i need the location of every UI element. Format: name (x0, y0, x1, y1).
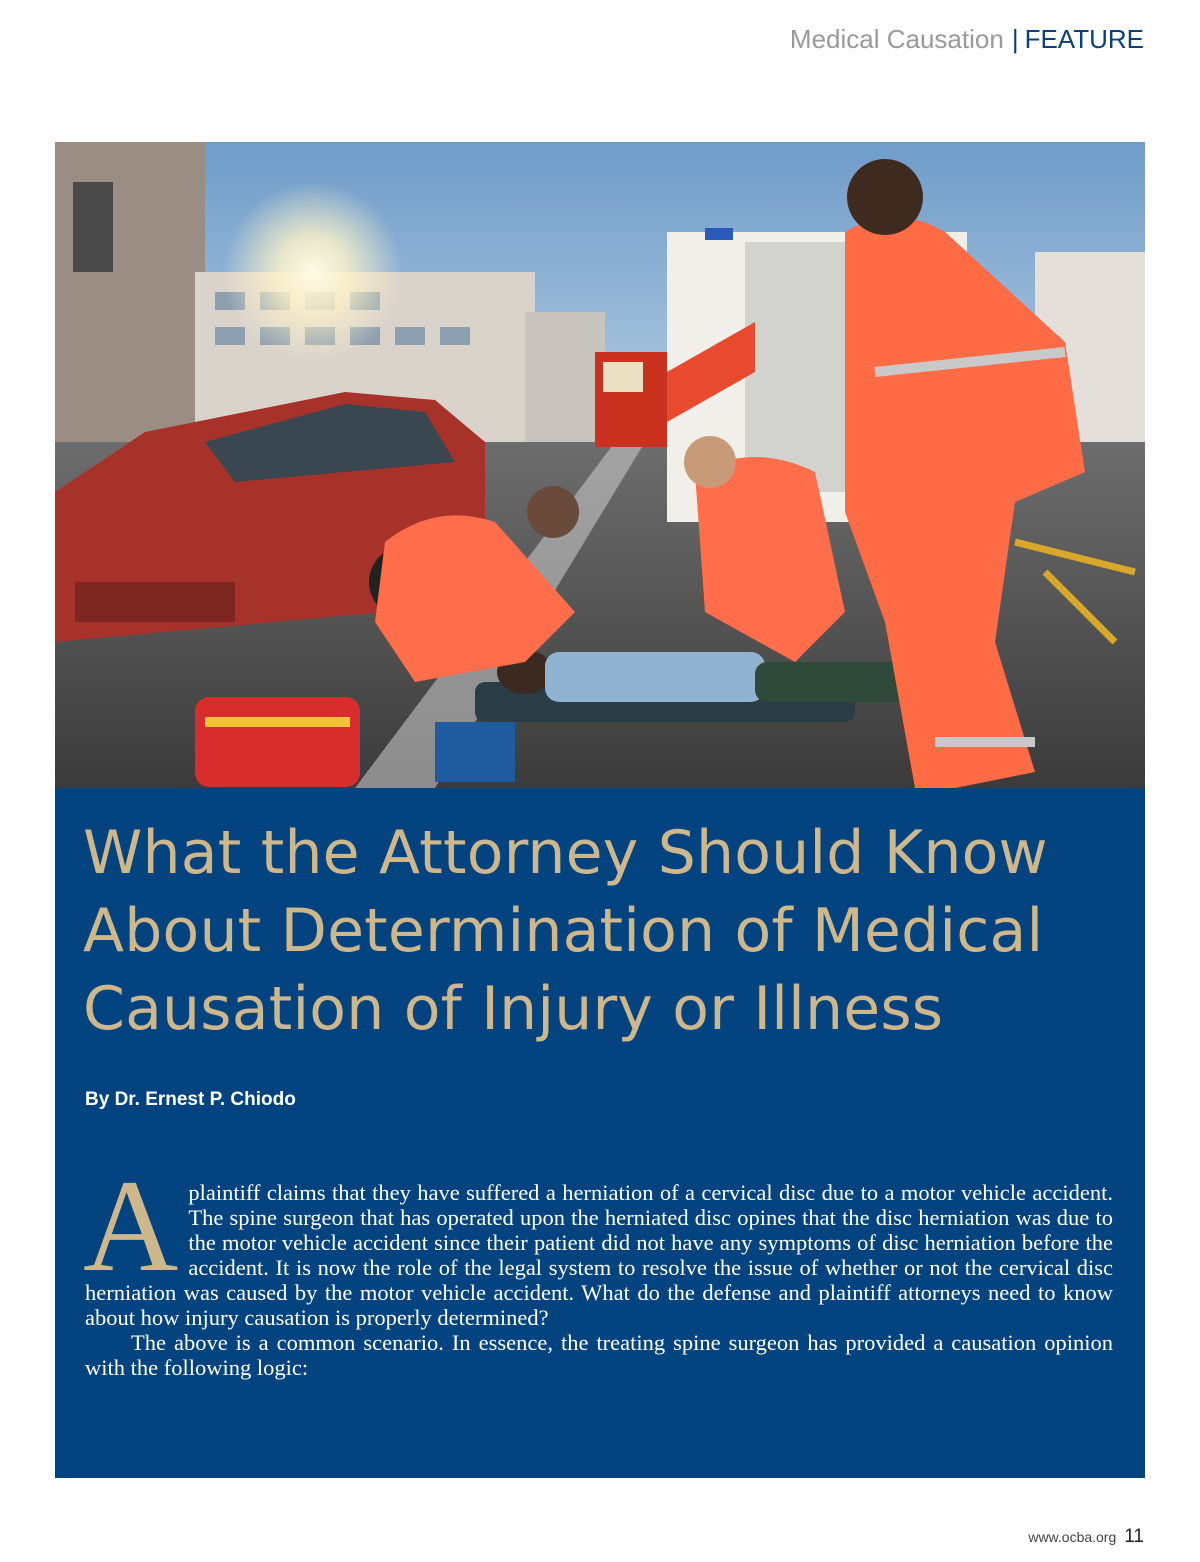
page-footer (1028, 1526, 1144, 1548)
paragraph-1-text: plaintiff claims that they have suffered a herniation of a cervical disc due to a motor vehicle accident. The spine surgeon that has operated upon the herniated disc opines that the disc herniation was due to the motor vehicle accident since their patient did not have any symptoms of disc herniation before the accident. It is now the role of the legal system to resolve the issue of whether or not the cervical disc herniation was caused by the motor vehicle accident. What do the defense and plaintiff attorneys need to know about how injury causation is properly determined? (85, 1180, 1113, 1330)
running-header (790, 22, 1144, 56)
footer-url: www.ocba.org (1028, 1529, 1117, 1545)
page-number: 11 (1124, 1526, 1144, 1547)
header-separator: | (1011, 24, 1019, 54)
hero-photo (55, 142, 1145, 788)
paragraph-2: The above is a common scenario. In essence, the treating spine surgeon has provided a causation opinion with the following logic: (85, 1330, 1113, 1380)
section-name: Medical Causation (789, 24, 1004, 54)
accident-scene-photo-icon (55, 142, 1145, 788)
paragraph-1 (83, 1152, 1113, 1330)
article-byline: By Dr. Ernest P. Chiodo (85, 1089, 296, 1110)
article-title: What the Attorney Should Know About Determination of Medical Causation of Injury or Illness (83, 818, 1048, 1044)
article-panel (55, 788, 1145, 1478)
feature-label: FEATURE (1024, 24, 1144, 54)
article-body (83, 1152, 1113, 1380)
drop-cap: A (83, 1152, 179, 1299)
